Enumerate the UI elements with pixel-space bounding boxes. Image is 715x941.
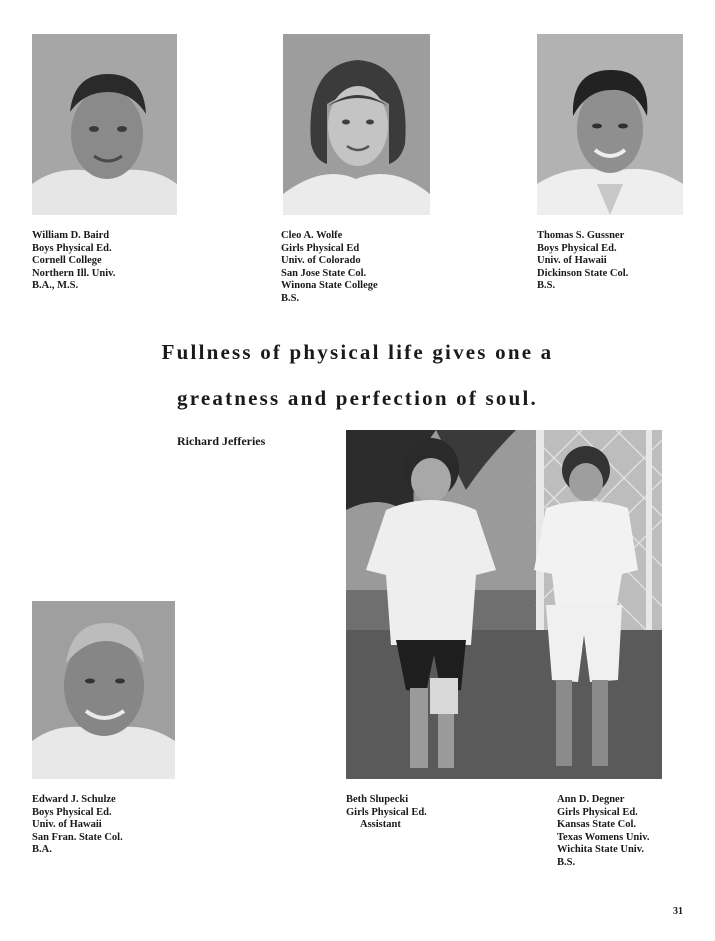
caption-line: Kansas State Col. xyxy=(557,819,637,831)
quote-line-2: greatness and perfection of soul. xyxy=(177,386,538,410)
caption-line: Boys Physical Ed. xyxy=(32,806,112,818)
caption-line: Cornell College xyxy=(32,255,102,267)
caption-line: B.S. xyxy=(557,856,576,868)
caption-line: San Jose State Col. xyxy=(281,267,367,279)
portrait-photo-baird xyxy=(32,34,177,215)
caption-line: Edward J. Schulze xyxy=(32,794,116,805)
caption-line: Boys Physical Ed. xyxy=(32,242,112,254)
caption-line: B.A., M.S. xyxy=(32,280,79,292)
caption-line: San Fran. State Col. xyxy=(32,831,123,843)
caption-line: Boys Physical Ed. xyxy=(537,242,617,254)
caption-line: Girls Physical Ed. xyxy=(557,806,638,818)
caption-baird xyxy=(32,230,115,293)
caption-line: Wichita State Univ. xyxy=(557,844,645,856)
caption-line: Univ. of Colorado xyxy=(281,255,361,267)
caption-line: Winona State College xyxy=(281,280,378,292)
caption-line: Texas Womens Univ. xyxy=(557,831,650,843)
caption-line: B.S. xyxy=(281,292,300,304)
caption-line: Northern Ill. Univ. xyxy=(32,267,116,279)
page-number: 31 xyxy=(673,906,683,917)
caption-line: Girls Physical Ed. xyxy=(346,806,427,818)
caption-slupecki xyxy=(346,794,427,832)
caption-line: Beth Slupecki xyxy=(346,794,409,805)
caption-line: Assistant xyxy=(360,819,401,831)
quote-line-1: Fullness of physical life gives one a xyxy=(161,340,554,364)
caption-line: Univ. of Hawaii xyxy=(32,819,102,831)
caption-line: Ann D. Degner xyxy=(557,794,625,805)
caption-line: Girls Physical Ed xyxy=(281,242,360,254)
caption-degner xyxy=(557,794,650,870)
caption-schulze xyxy=(32,794,123,857)
caption-line: B.A. xyxy=(32,844,52,856)
caption-line: William D. Baird xyxy=(32,230,110,241)
caption-line: Cleo A. Wolfe xyxy=(281,230,343,241)
caption-line: B.S. xyxy=(537,280,556,292)
caption-line: Dickinson State Col. xyxy=(537,267,629,279)
caption-wolfe xyxy=(281,230,378,306)
portrait-photo-gussner xyxy=(537,34,683,215)
caption-line: Univ. of Hawaii xyxy=(537,255,607,267)
quote-author: Richard Jefferies xyxy=(177,434,266,448)
portrait-photo-schulze xyxy=(32,601,175,779)
portrait-photo-wolfe xyxy=(283,34,430,215)
caption-line: Thomas S. Gussner xyxy=(537,230,625,241)
action-photo-walking xyxy=(346,430,662,779)
caption-gussner xyxy=(537,230,628,293)
